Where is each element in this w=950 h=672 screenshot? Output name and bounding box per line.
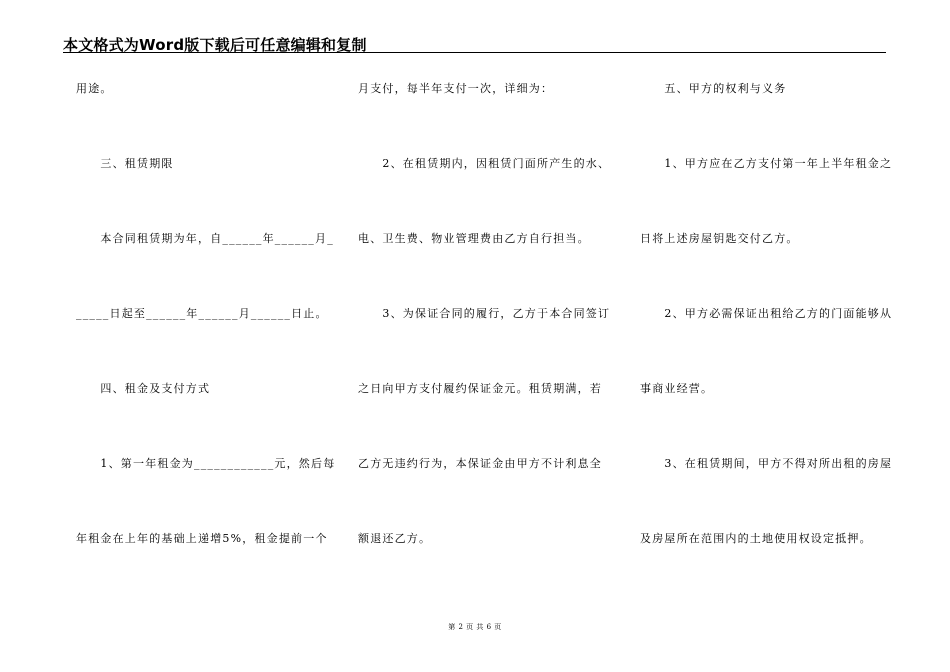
text-line: 3、为保证合同的履行，乙方于本合同签订 xyxy=(358,307,611,320)
text-line: 乙方无违约行为，本保证金由甲方不计利息全 xyxy=(358,457,602,470)
text-line: 本合同租赁期为年，自______年______月_ xyxy=(76,232,334,245)
text-line: 额退还乙方。 xyxy=(358,532,432,545)
text-line: 用途。 xyxy=(76,82,113,95)
text-line: _____日起至______年______月______日止。 xyxy=(76,307,328,320)
text-line: 及房屋所在范围内的土地使用权设定抵押。 xyxy=(640,532,872,545)
text-line: 事商业经营。 xyxy=(640,382,714,395)
text-line: 2、甲方必需保证出租给乙方的门面能够从 xyxy=(640,307,893,320)
section-heading: 五、甲方的权利与义务 xyxy=(640,82,787,95)
section-heading: 三、租赁期限 xyxy=(76,157,174,170)
text-line: 之日向甲方支付履约保证金元。租赁期满，若 xyxy=(358,382,602,395)
header-divider xyxy=(63,52,886,53)
text-line: 电、卫生费、物业管理费由乙方自行担当。 xyxy=(358,232,590,245)
text-line: 1、甲方应在乙方支付第一年上半年租金之 xyxy=(640,157,893,170)
text-line: 年租金在上年的基础上递增5%，租金提前一个 xyxy=(76,532,328,545)
text-line: 月支付，每半年支付一次，详细为： xyxy=(358,82,554,95)
text-line: 3、在租赁期间，甲方不得对所出租的房屋 xyxy=(640,457,893,470)
page-number: 第 2 页 共 6 页 xyxy=(448,623,502,631)
text-line: 日将上述房屋钥匙交付乙方。 xyxy=(640,232,799,245)
section-heading: 四、租金及支付方式 xyxy=(76,382,211,395)
text-line: 2、在租赁期内，因租赁门面所产生的水、 xyxy=(358,157,611,170)
header-title: 本文格式为Word版下载后可任意编辑和复制 xyxy=(63,36,367,54)
text-line: 1、第一年租金为____________元，然后每 xyxy=(76,457,336,470)
